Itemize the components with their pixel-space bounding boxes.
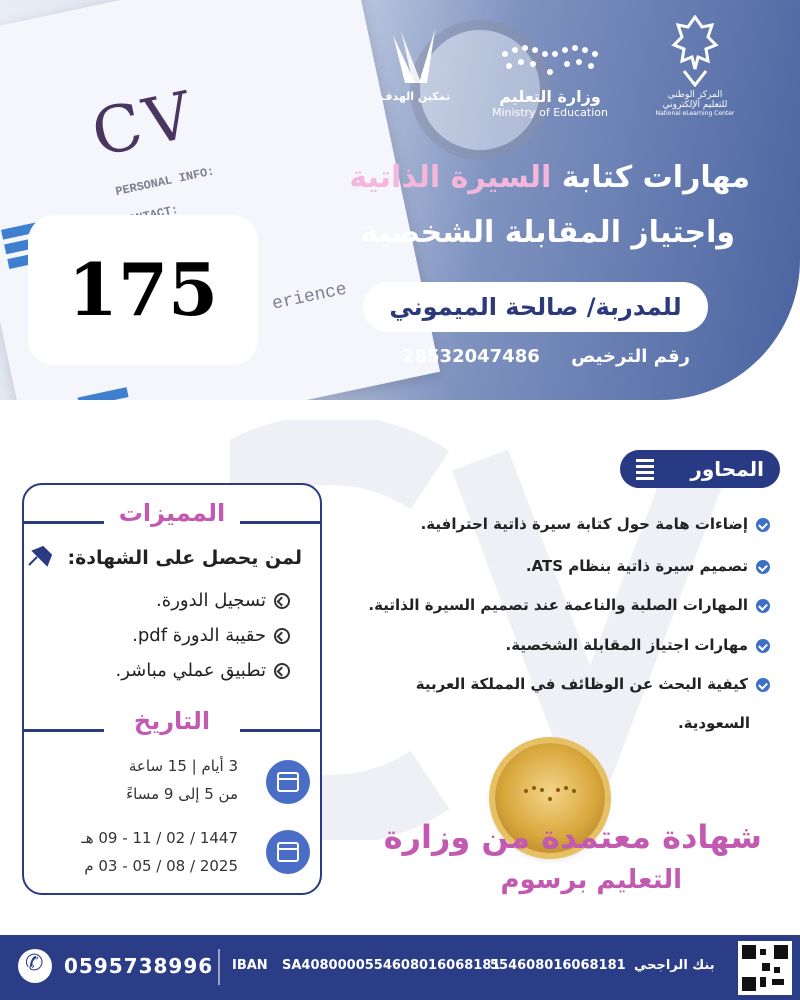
features-subtitle-text: لمن يحصل على الشهادة: [67, 547, 302, 569]
bank-account-number: 554608016068181 [490, 958, 626, 973]
iban-number: SA4080000554608016068181 [282, 958, 501, 973]
features-subtitle [27, 545, 302, 572]
calendar-icon [266, 830, 310, 874]
tamkeen-logo-text: تمكين الهدف [379, 90, 451, 103]
title-divider [24, 729, 104, 732]
feature-item-text: تطبيق عملي مباشر. [115, 660, 266, 681]
seal-emblem-icon [520, 781, 580, 811]
axis-item [526, 557, 770, 575]
schedule-time: من 5 إلى 9 مساءً [126, 785, 238, 803]
tamkeen-mark-icon [387, 25, 443, 87]
axis-item [506, 636, 770, 654]
cv-label: CV [85, 77, 203, 172]
number-value: 175 [67, 247, 219, 332]
schedule-gregorian: 2025 / 08 / 05 - 03 م [84, 857, 238, 875]
number-badge [28, 215, 258, 365]
phone-number[interactable]: 0595738996 [64, 954, 214, 978]
check-bullet-icon [756, 518, 770, 532]
pushpin-icon [27, 545, 53, 572]
schedule-hijri: 1447 / 02 / 11 - 09 هـ [81, 829, 238, 847]
axis-item-text: كيفية البحث عن الوظائف في المملكة العربية [415, 675, 748, 693]
axis-item [416, 675, 770, 693]
paper-line-experience: erience [270, 279, 349, 315]
title-divider [240, 521, 320, 524]
bank-name: بنك الراجحي [634, 958, 715, 973]
moe-logo-english: Ministry of Education [491, 106, 608, 119]
feature-item [156, 590, 290, 611]
tamkeen-logo [375, 25, 455, 103]
features-card [22, 483, 322, 895]
list-icon [636, 459, 654, 480]
axis-item-text: المهارات الصلبة والناعمة عند تصميم السيرة الذاتية. [368, 596, 748, 614]
certificate-line2: التعليم برسوم [500, 865, 682, 895]
feature-item-text: تسجيل الدورة. [156, 590, 266, 611]
check-bullet-icon [756, 678, 770, 692]
footer-bar [0, 935, 800, 1000]
calendar-clock-icon [266, 760, 310, 804]
moe-logo [485, 40, 615, 119]
axis-item-text: إضاءات هامة حول كتابة سيرة ذاتية احترافية. [420, 515, 748, 533]
title-prefix: مهارات كتابة [551, 160, 750, 195]
footer-divider [218, 949, 220, 985]
check-bullet-icon [756, 599, 770, 613]
moe-logo-arabic: وزارة التعليم [499, 87, 601, 106]
nelc-logo-arabic-1: المركز الوطني [667, 90, 723, 100]
feature-item [116, 660, 291, 681]
chevron-circle-icon [274, 663, 290, 679]
nelc-mark-icon [670, 15, 720, 87]
phone-icon[interactable] [18, 949, 52, 983]
feature-item [132, 625, 290, 646]
paper-line-personal: PERSONAL INFO: [114, 164, 216, 200]
iban-label: IBAN [232, 958, 268, 973]
title-highlight: السيرة الذاتية [349, 160, 552, 195]
check-bullet-icon [756, 560, 770, 574]
moe-mark-icon [495, 40, 605, 84]
license-info [402, 346, 690, 367]
schedule-title: التاريخ [133, 707, 211, 735]
axes-title: المحاور [690, 457, 764, 481]
schedule-duration: 3 أيام | 15 ساعة [128, 757, 238, 775]
license-label: رقم الترخيص [571, 346, 690, 367]
nelc-logo-arabic-2: للتعليم الإلكتروني [662, 100, 728, 110]
axes-header [620, 450, 780, 488]
features-title: المميزات [118, 499, 226, 527]
check-bullet-icon [756, 639, 770, 653]
course-title-line2: واجتياز المقابلة الشخصية [360, 215, 735, 250]
nelc-logo [645, 15, 745, 117]
feature-item-text: حقيبة الدورة pdf. [132, 625, 266, 646]
license-number: 28532047486 [401, 346, 540, 367]
course-title-line1 [349, 160, 750, 195]
qr-code-icon[interactable] [738, 941, 792, 995]
axis-item-text: مهارات اجتياز المقابلة الشخصية. [505, 636, 748, 654]
axis-item-text: تصميم سيرة ذاتية بنظام ATS. [525, 557, 748, 575]
paper-bar [78, 387, 129, 400]
certificate-line1: شهادة معتمدة من وزارة [383, 818, 762, 856]
axis-item [368, 596, 770, 614]
title-divider [24, 521, 104, 524]
axis-item [421, 515, 770, 533]
trainer-pill: للمدربة/ صالحة الميموني [363, 282, 708, 332]
nelc-logo-english: National eLearning Center [655, 110, 735, 117]
title-divider [240, 729, 320, 732]
chevron-circle-icon [274, 593, 290, 609]
axis-item-continued: السعودية. [677, 714, 750, 732]
chevron-circle-icon [274, 628, 290, 644]
